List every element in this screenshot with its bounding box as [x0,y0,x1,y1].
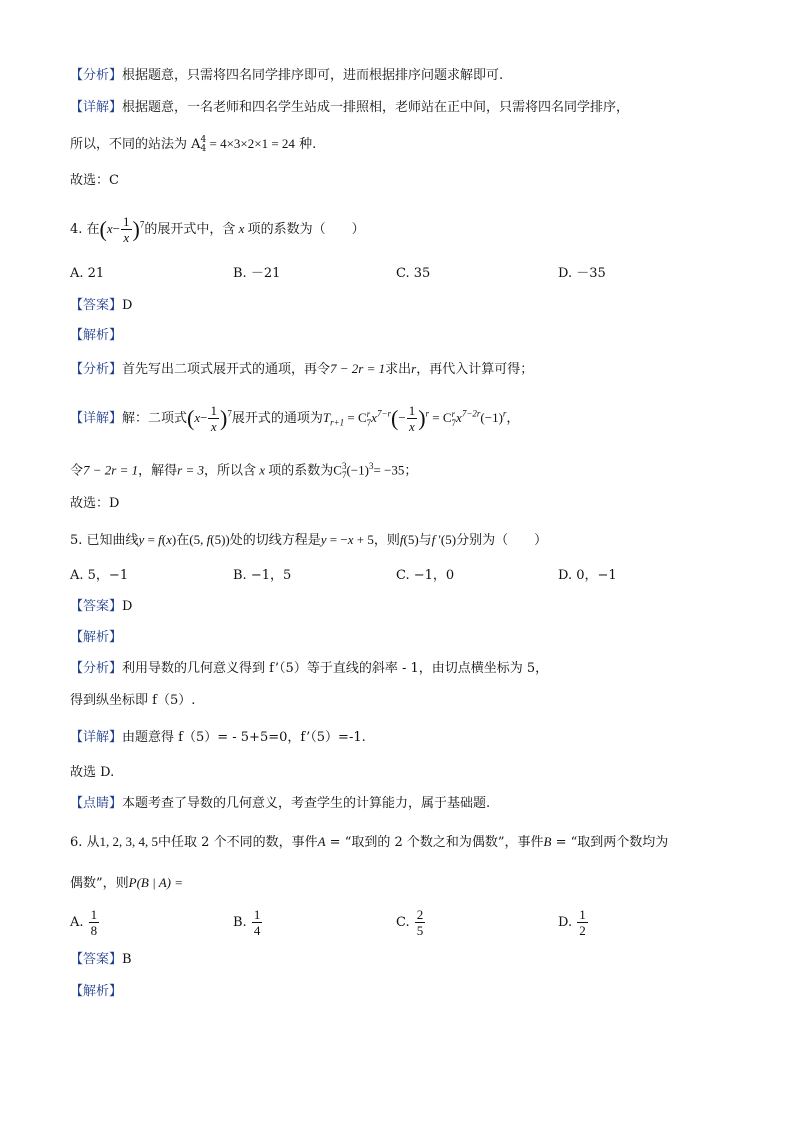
q3-line2-pre: 所以，不同的站法为 A [70,137,201,152]
q6-stem [70,832,668,853]
q4-ling-semi: ； [404,463,418,479]
q4-fenxi-post: ，再代入计算可得； [416,362,534,377]
q6-stem-pre: 6. 从 [70,835,100,850]
q5-stem-mid1: 在 [176,533,190,548]
q6-event-a: A [317,834,326,849]
tag-dianjing: 【点睛】 [70,796,123,811]
q6-stem-end: = “取到两个数均为 [551,835,669,850]
q5-answer-text: D [122,599,133,614]
q6-option-d: D. $\frac{1}{2}$ [558,907,586,938]
q6-stem-line2-pre: 偶数”，则 [70,876,129,891]
q4-answer-text: D [122,298,133,313]
q6-option-c: C. $\frac{2}{5}$ [396,907,424,938]
q4-stem-post: 的展开式中，含 [144,222,236,237]
q6-stem-nums: 1, 2, 3, 4, 5 [99,834,159,849]
q5-option-a: A. 5，−1 [70,568,129,583]
q4-stem: 4. 在(x− $\frac{1}{x}$ )$^7$的展开式中，含 x 项的系数为（ ） [70,214,365,245]
q4-stem-end: 项的系数为（ ） [247,222,365,237]
tag-xiangjie: 【详解】 [70,411,123,426]
q4-jiexi-line [70,326,122,346]
q3-line2-eq: = 4×3×2×1 = 24 [206,136,295,151]
q5-option-b: B. −1，5 [233,568,292,583]
q4-ling-val: = −35 [373,462,405,478]
q5-stem-mid2: 处的切线方程是 [229,533,321,548]
tag-daan: 【答案】 [70,952,123,967]
q4-fenxi-pre: 首先写出二项式展开式的通项，再令 [122,362,331,377]
tag-fenxi: 【分析】 [70,68,123,83]
q4-fenxi-line: 【分析】首先写出二项式展开式的通项，再令7 − 2r = 1求出r，再代入计算可得； [70,361,534,377]
q4-ling-end: 项的系数为 [268,463,334,479]
tag-xiangjie: 【详解】 [70,730,123,745]
q5-stem-pre: 5. 已知曲线 [70,533,139,548]
q6-jiexi-line [70,982,122,1002]
q3-xiangjie-text: 根据题意，一名老师和四名学生站成一排照相，老师站在正中间，只需将四名同学排序， [122,100,630,115]
q5-fenxi-line2: 得到纵坐标即 f（5）. [70,693,196,708]
q5-stem-end: 分别为（ ） [456,533,548,548]
q5-xiangjie-line [70,728,366,748]
q5-answer: 故选 D. [70,765,115,780]
q4-stem-pre: 4. 在 [70,222,100,237]
q4-answer-line [70,296,132,316]
q6-stem-line2 [70,873,183,894]
q5-stem-mid3: ，则 [373,533,400,548]
q5-xiangjie-text: 由题意得 f（5）= - 5+5=0，f’（5）=-1. [122,730,366,745]
q6-answer-line [70,950,132,970]
q4-ling-r: r = 3 [177,462,204,478]
q4-ling-eq: 7 − 2r = 1 [83,462,139,478]
q5-fenxi-line [70,659,548,679]
q4-ling-mid2: ，所以含 [203,463,256,479]
q4-answer: 故选：D [70,496,120,511]
q5-stem-mid4: 与 [418,533,432,548]
q4-xiangjie-line: 【详解】解：二项式(x− $\frac{1}{x}$ )$^7$展开式的通项为$T_{r+1} = C$ r 7 $x^{7-r}(-$ $\frac{1}{x}$ )$^r$ = C r 7 $x^{7-2r}(-1)^r$， [70,403,520,434]
q4-ling-line: 令7 − 2r = 1，解得r = 3，所以含 x 项的系数为C 3 7 $(-1)^3= -35$； [70,460,418,480]
q5-fenxi-text: 利用导数的几何意义得到 f’（5）等于直线的斜率 - 1，由切点横坐标为 5， [122,661,549,676]
q6-answer-text: B [122,952,132,967]
tag-jiexi: 【解析】 [70,630,123,645]
tag-daan: 【答案】 [70,298,123,313]
tag-fenxi: 【分析】 [70,661,123,676]
q5-option-c: C. −1，0 [396,568,455,583]
q5-answer-line [70,597,132,617]
q4-ling-mid: ，解得 [138,463,178,479]
q3-fenxi-text: 根据题意，只需将四名同学排序即可，进而根据排序问题求解即可. [122,68,504,83]
tag-jiexi: 【解析】 [70,984,123,999]
tag-fenxi: 【分析】 [70,362,123,377]
q6-stem-expr: P(B | A) = [128,875,183,890]
q5-option-d: D. 0，−1 [558,568,617,583]
tag-xiangjie: 【详解】 [70,100,123,115]
q4-fenxi-mid: 求出 [385,362,412,377]
q4-option-d: D. －35 [558,266,606,281]
q4-fenxi-eq: 7 − 2r = 1 [330,361,386,376]
q3-perm-index: 4 4 [200,134,207,154]
tag-daan: 【答案】 [70,599,123,614]
q5-dianjing-text: 本题考查了导数的几何意义，考查学生的计算能力，属于基础题. [122,796,491,811]
q3-fenxi-line [70,66,503,86]
q4-ling: 令 [70,463,84,479]
q6-event-b: B [543,834,552,849]
q3-line2 [70,134,316,155]
q3-line2-post: 种. [294,137,317,152]
q5-stem: 5. 已知曲线y = f(x)在(5, f(5))处的切线方程是y = −x + 5，则f(5)与f '(5)分别为（ ） [70,532,548,548]
q6-option-a: A. $\frac{1}{8}$ [70,907,98,938]
q6-option-b: B. $\frac{1}{4}$ [233,907,261,938]
q4-xiangjie-mid: 展开式的通项为 [231,411,323,426]
q5-dianjing-line [70,794,490,814]
q6-stem-mid: 中任取 2 个不同的数，事件 [158,835,318,850]
q4-option-c: C. 35 [396,266,431,281]
q4-xiangjie-pre: 解：二项式 [122,411,188,426]
q3-xiangjie-line [70,98,629,118]
q5-jiexi-line [70,628,122,648]
q6-stem-mid2: = “取到的 2 个数之和为偶数”，事件 [325,835,544,850]
q4-option-a: A. 21 [70,266,105,281]
q4-frac-1-over-x: $\frac{1}{x}$ [123,214,130,245]
tag-jiexi: 【解析】 [70,328,123,343]
q3-answer: 故选：C [70,173,119,188]
q4-option-b: B. －21 [233,266,281,281]
